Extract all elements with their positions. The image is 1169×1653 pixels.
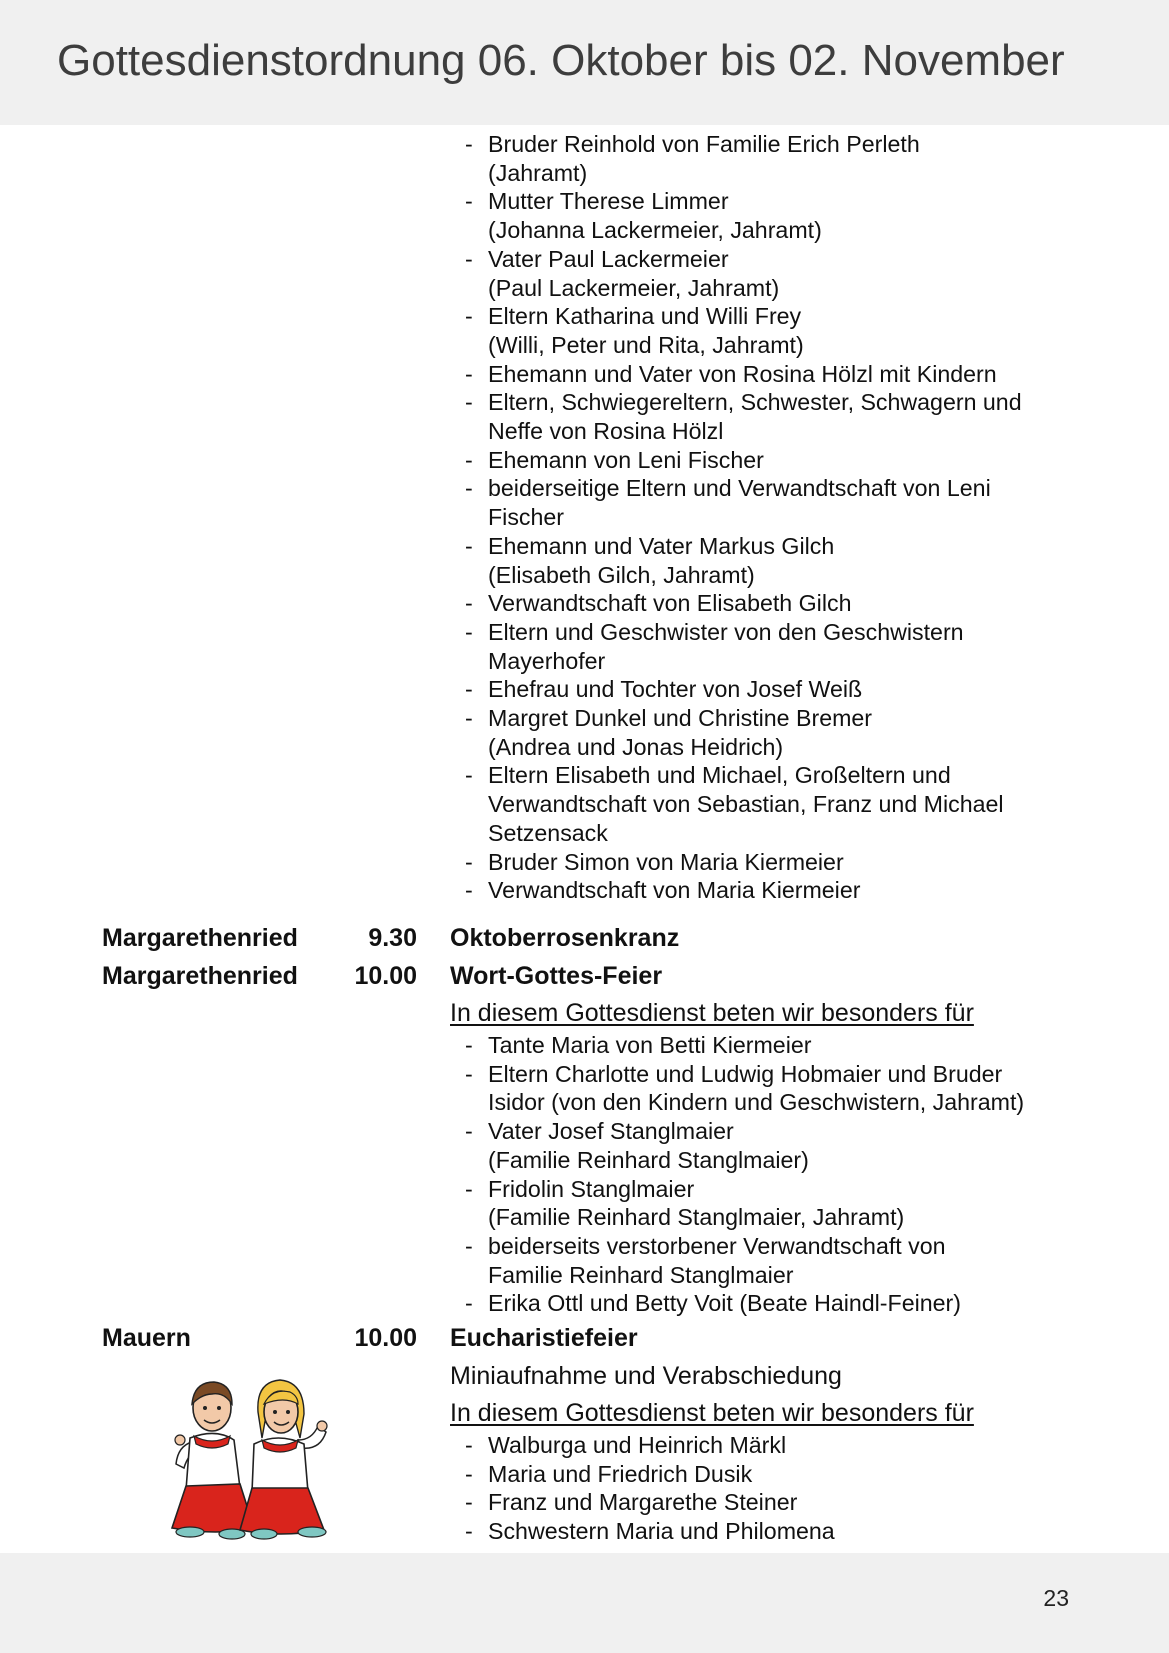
list-item-text: Verwandtschaft von Maria Kiermeier [488, 877, 861, 904]
list-item-text: Erika Ottl und Betty Voit (Beate Haindl-Feiner) [488, 1290, 961, 1317]
list-item-text: Setzensack [488, 819, 608, 846]
list-bullet: - [465, 188, 473, 215]
list-item-text: Tante Maria von Betti Kiermeier [488, 1032, 812, 1058]
list-item-text: Eltern, Schwiegereltern, Schwester, Schwagern und [488, 389, 1022, 416]
intention-heading: In diesem Gottesdienst beten wir besonders für [450, 999, 974, 1027]
page-title: Gottesdienstordnung 06. Oktober bis 02. November [57, 36, 1065, 85]
list-item [465, 848, 1022, 877]
list-item [465, 1232, 1024, 1289]
list-item-text: Fischer [488, 504, 565, 531]
service-time: 10.00 [354, 1324, 417, 1352]
list-item [465, 1031, 1024, 1060]
list-item [465, 130, 1022, 187]
list-bullet: - [465, 590, 473, 617]
altar-server-girl [240, 1380, 327, 1539]
list-item-text: Isidor (von den Kindern und Geschwistern, Jahramt) [488, 1089, 1025, 1116]
service-title: Eucharistiefeier [450, 1324, 638, 1352]
list-item-text: Eltern und Geschwister von den Geschwistern [488, 618, 964, 645]
list-item-text: Mayerhofer [488, 647, 606, 674]
list-item-text: (Familie Reinhard Stanglmaier, Jahramt) [488, 1204, 905, 1231]
list-item [465, 1060, 1024, 1117]
list-item [465, 532, 1022, 589]
service-title: Wort-Gottes-Feier [450, 962, 663, 990]
list-bullet: - [465, 705, 473, 732]
list-item-text: (Familie Reinhard Stanglmaier) [488, 1146, 809, 1173]
list-bullet: - [465, 245, 473, 272]
list-item-text: Verwandtschaft von Sebastian, Franz und Michael [488, 791, 1004, 818]
list-bullet: - [465, 360, 473, 387]
list-bullet: - [465, 1518, 473, 1545]
list-item-text: Franz und Margarethe Steiner [488, 1489, 798, 1516]
list-item-text: Maria und Friedrich Dusik [488, 1460, 753, 1487]
list-item [465, 1460, 835, 1489]
list-item-text: Eltern Elisabeth und Michael, Großeltern und [488, 762, 951, 789]
list-bullet: - [465, 618, 473, 645]
list-item-text: Ehemann von Leni Fischer [488, 446, 764, 473]
list-bullet: - [465, 1032, 473, 1058]
service-place: Mauern [102, 1324, 191, 1352]
list-item-text: Mutter Therese Limmer [488, 188, 729, 215]
list-item [465, 761, 1022, 847]
list-item [465, 1175, 1024, 1232]
list-item [465, 704, 1022, 761]
list-bullet: - [465, 676, 473, 703]
intention-list [465, 1431, 835, 1546]
list-item [465, 1517, 835, 1546]
page-header [0, 0, 1169, 125]
list-bullet: - [465, 1175, 473, 1202]
list-item [465, 1117, 1024, 1174]
list-bullet: - [465, 1232, 473, 1259]
list-item [465, 474, 1022, 531]
list-bullet: - [465, 131, 473, 157]
list-bullet: - [465, 389, 473, 416]
list-item-text: Vater Josef Stanglmaier [488, 1118, 734, 1145]
list-bullet: - [465, 1118, 473, 1145]
intention-heading: In diesem Gottesdienst beten wir besonders für [450, 1399, 974, 1427]
list-item-text: Bruder Simon von Maria Kiermeier [488, 848, 844, 875]
intention-list [465, 1031, 1024, 1318]
list-item-text: Margret Dunkel und Christine Bremer [488, 705, 873, 732]
service-place: Margarethenried [102, 962, 298, 990]
list-item-text: Fridolin Stanglmaier [488, 1175, 695, 1202]
list-item [465, 589, 1022, 618]
list-item-text: (Jahramt) [488, 159, 588, 186]
list-bullet: - [465, 446, 473, 473]
page-number: 23 [1043, 1585, 1069, 1611]
altar-server-boy [172, 1382, 254, 1539]
list-item [465, 302, 1022, 359]
service-place: Margarethenried [102, 924, 298, 952]
intention-list-continued [465, 130, 1022, 905]
list-item [465, 245, 1022, 302]
list-bullet: - [465, 532, 473, 559]
list-bullet: - [465, 762, 473, 789]
list-item [465, 1289, 1024, 1318]
list-item-text: Vater Paul Lackermeier [488, 245, 729, 272]
list-bullet: - [465, 877, 473, 904]
list-item [465, 876, 1022, 905]
list-item-text: (Andrea und Jonas Heidrich) [488, 733, 784, 760]
list-item-text: Schwestern Maria und Philomena [488, 1518, 835, 1545]
service-title: Oktoberrosenkranz [450, 924, 680, 952]
list-bullet: - [465, 1489, 473, 1516]
list-bullet: - [465, 1460, 473, 1487]
list-item-text: (Paul Lackermeier, Jahramt) [488, 274, 780, 301]
list-item [465, 360, 1022, 389]
list-item [465, 187, 1022, 244]
list-item-text: Ehemann und Vater von Rosina Hölzl mit Kindern [488, 360, 997, 387]
list-item [465, 675, 1022, 704]
service-time: 10.00 [354, 962, 417, 990]
list-item-text: (Elisabeth Gilch, Jahramt) [488, 561, 755, 588]
list-bullet: - [465, 475, 473, 502]
list-item [465, 1431, 835, 1460]
list-item-text: (Johanna Lackermeier, Jahramt) [488, 217, 822, 244]
list-item-text: Familie Reinhard Stanglmaier [488, 1261, 794, 1288]
list-item-text: Ehefrau und Tochter von Josef Weiß [488, 676, 863, 703]
list-bullet: - [465, 1060, 473, 1087]
list-item-text: Eltern Katharina und Willi Frey [488, 303, 802, 330]
list-item-text: Bruder Reinhold von Familie Erich Perleth [488, 131, 920, 157]
list-bullet: - [465, 1432, 473, 1458]
list-item-text: Ehemann und Vater Markus Gilch [488, 532, 835, 559]
list-item [465, 618, 1022, 675]
list-item [465, 388, 1022, 445]
list-item-text: Walburga und Heinrich Märkl [488, 1432, 787, 1458]
list-item-text: Eltern Charlotte und Ludwig Hobmaier und Bruder [488, 1060, 1003, 1087]
altar-servers-illustration [168, 1368, 334, 1540]
list-item-text: beiderseitige Eltern und Verwandtschaft von Leni [488, 475, 991, 502]
list-bullet: - [465, 848, 473, 875]
list-bullet: - [465, 303, 473, 330]
page-footer [0, 1553, 1169, 1653]
list-bullet: - [465, 1290, 473, 1317]
list-item-text: Verwandtschaft von Elisabeth Gilch [488, 590, 852, 617]
list-item [465, 1488, 835, 1517]
list-item-text: beiderseits verstorbener Verwandtschaft von [488, 1232, 946, 1259]
service-time: 9.30 [368, 924, 417, 952]
list-item-text: (Willi, Peter und Rita, Jahramt) [488, 331, 804, 358]
list-item-text: Neffe von Rosina Hölzl [488, 418, 724, 445]
service-note: Miniaufnahme und Verabschiedung [450, 1362, 842, 1390]
list-item [465, 446, 1022, 475]
